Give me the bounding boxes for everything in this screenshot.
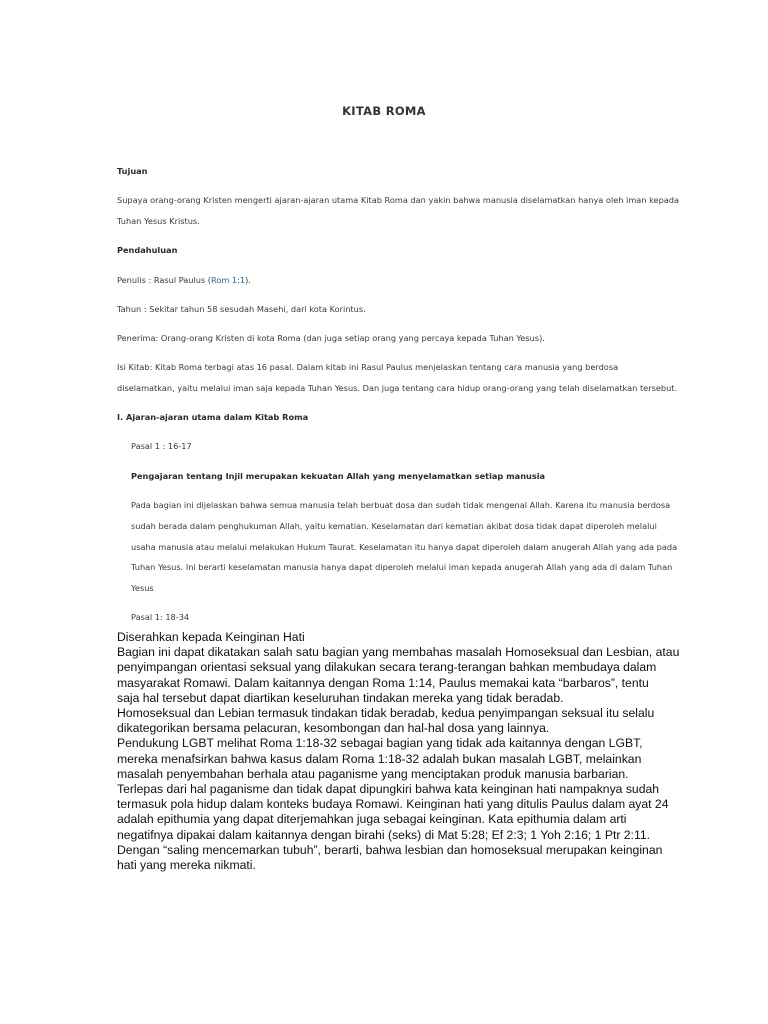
pasal-1-18-34: Pasal 1: 18-34 — [131, 612, 190, 622]
penulis-line — [117, 275, 251, 285]
body-line: saja hal tersebut dapat diartikan keseluruhan tindakan mereka yang tidak beradab. — [117, 690, 564, 705]
heading-pendahuluan: Pendahuluan — [117, 245, 178, 255]
para-line-3: usaha manusia atau melalui melakukan Hukum Taurat. Keselamatan itu hanya dapat diperoleh dalam anugerah Allah yang ada pada — [131, 542, 678, 552]
body-text — [117, 630, 680, 873]
heading-tujuan: Tujuan — [117, 166, 148, 176]
body-line: termasuk pola hidup dalam konteks budaya Romawi. Keinginan hati yang ditulis Paulus dalam ayat 24 — [117, 797, 669, 812]
subheading-injil: Pengajaran tentang Injil merupakan kekuatan Allah yang menyelamatkan setiap manusia — [131, 471, 546, 481]
heading-ajaran-utama: I. Ajaran-ajaran utama dalam Kitab Roma — [117, 412, 309, 422]
body-line: masalah penyembahan berhala atau paganisme yang menciptakan produk manusia barbarian. — [117, 766, 629, 781]
body-line: Homoseksual dan Lebian termasuk tindakan tidak beradab, kedua penyimpangan seksual itu selalu — [117, 706, 655, 721]
tujuan-line-2: Tuhan Yesus Kristus. — [117, 216, 200, 226]
body-line: Terlepas dari hal paganisme dan tidak dapat dipungkiri bahwa kata keinginan hati nampaknya sudah — [117, 782, 660, 797]
para-line-5: Yesus — [131, 583, 154, 593]
body-line: Pendukung LGBT melihat Roma 1:18-32 sebagai bagian yang tidak ada kaitannya dengan LGBT, — [117, 736, 643, 751]
pasal-1-16-17: Pasal 1 : 16-17 — [131, 441, 192, 451]
body-line: masyarakat Romawi. Dalam kaitannya dengan Roma 1:14, Paulus memakai kata “barbaros”, tentu — [117, 675, 649, 690]
body-line: hati yang mereka nikmati. — [117, 858, 256, 873]
rom-1-1-link[interactable]: Rom 1:1 — [211, 275, 246, 285]
body-line: Dengan “saling mencemarkan tubuh”, berarti, bahwa lesbian dan homoseksual merupakan keinginan — [117, 842, 663, 857]
tujuan-line-1: Supaya orang-orang Kristen mengerti ajaran-ajaran utama Kitab Roma dan yakin bahwa manusia diselamatkan hanya oleh iman kepada — [117, 195, 680, 205]
body-line: penyimpangan orientasi seksual yang dilakukan secara terang-terangan bahkan membudaya dalam — [117, 660, 657, 675]
body-line: dikategorikan bersama pelacuran, kesombongan dan hal-hal dosa yang lainnya. — [117, 721, 550, 736]
body-line: mereka menafsirkan bahwa kasus dalam Roma 1:18-32 adalah bukan masalah LGBT, melainkan — [117, 751, 642, 766]
para-line-1: Pada bagian ini dijelaskan bahwa semua manusia telah berbuat dosa dan sudah tidak mengenal Allah. Karena itu manusia berdosa — [131, 500, 671, 510]
para-line-2: sudah berada dalam penghukuman Allah, yaitu kematian. Keselamatan dari kematian akibat dosa tidak dapat diperoleh melalui — [131, 521, 657, 531]
body-line: negatifnya dipakai dalam kaitannya dengan birahi (seks) di Mat 5:28; Ef 2:3; 1 Yoh 2:16; 1 Ptr 2:11. — [117, 827, 650, 842]
body-line: Bagian ini dapat dikatakan salah satu bagian yang membahas masalah Homoseksual dan Lesbian, atau — [117, 645, 680, 660]
isi-kitab-line-1: Isi Kitab: Kitab Roma terbagi atas 16 pasal. Dalam kitab ini Rasul Paulus menjelaskan tentang cara manusia yang berdosa — [117, 362, 619, 372]
body-line: adalah epithumia yang dapat diterjemahkan juga sebagai keinginan. Kata epithumia dalam arti — [117, 812, 627, 827]
penerima-line: Penerima: Orang-orang Kristen di kota Roma (dan juga setiap orang yang percaya kepada Tuhan Yesus). — [117, 333, 545, 343]
penulis-text: Penulis : Rasul Paulus ( — [117, 275, 211, 285]
isi-kitab-line-2: diselamatkan, yaitu melalui iman saja kepada Tuhan Yesus. Dan juga tentang cara hidup orang-orang yang telah diselamatkan tersebut. — [117, 383, 678, 393]
body-heading: Diserahkan kepada Keinginan Hati — [117, 630, 305, 644]
page-title: KITAB ROMA — [342, 104, 426, 118]
penulis-suffix: ). — [245, 275, 251, 285]
tahun-line: Tahun : Sekitar tahun 58 sesudah Masehi, dari kota Korintus. — [117, 304, 366, 314]
para-line-4: Tuhan Yesus. Ini berarti keselamatan manusia hanya dapat diperoleh melalui iman kepada anugerah Allah yang ada di dalam Tuhan — [131, 562, 673, 572]
